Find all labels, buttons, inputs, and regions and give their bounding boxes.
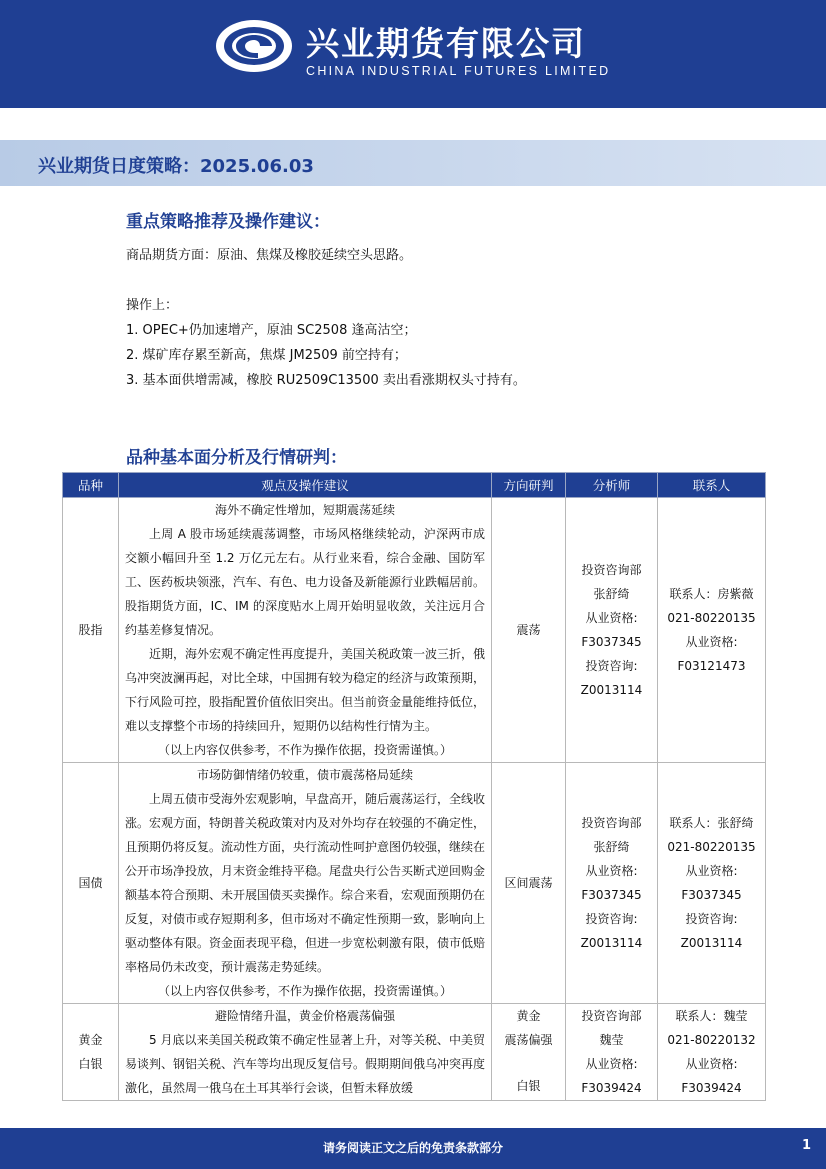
variety-line: 白银 bbox=[78, 1057, 103, 1071]
analyst-line: 投资咨询: bbox=[585, 912, 638, 926]
col-header-contact: 联系人 bbox=[658, 473, 766, 498]
table-row bbox=[63, 498, 766, 763]
ops-item-3: 3. 基本面供增需减，橡胶 RU2509C13500 卖出看涨期权头寸持有。 bbox=[126, 373, 526, 388]
report-title: 兴业期货日度策略：2025.06.03 bbox=[38, 156, 314, 177]
table-row bbox=[63, 1004, 766, 1101]
analyst-line: 投资咨询部 bbox=[581, 816, 642, 830]
analyst-line: Z0013114 bbox=[580, 936, 643, 950]
analyst-cell bbox=[566, 763, 658, 1004]
company-name-cn: 兴业期货有限公司 bbox=[306, 24, 586, 63]
col-header-view: 观点及操作建议 bbox=[119, 473, 492, 498]
page-footer bbox=[0, 1128, 826, 1169]
direction-cell bbox=[492, 1004, 566, 1101]
contact-line: 从业资格: bbox=[685, 635, 738, 649]
analyst-line: 从业资格: bbox=[585, 864, 638, 878]
analyst-line: 魏莹 bbox=[599, 1033, 624, 1047]
analyst-line: 投资咨询: bbox=[585, 659, 638, 673]
analyst-line: F3037345 bbox=[581, 888, 642, 902]
contact-line: 联系人：魏莹 bbox=[675, 1009, 748, 1023]
strategy-summary: 商品期货方面：原油、焦煤及橡胶延续空头思路。 bbox=[126, 248, 413, 263]
analyst-line: 投资咨询部 bbox=[581, 563, 642, 577]
ops-label: 操作上： bbox=[126, 298, 179, 313]
view-paragraph: 5 月底以来美国关税政策不确定性显著上升，对等关税、中美贸易谈判、钢铝关税、汽车等均出现反复信号。假期期间俄乌冲突再度激化，虽然周一俄乌在土耳其举行会谈，但暂未释放缓 bbox=[125, 1033, 486, 1095]
analysis-heading: 品种基本面分析及行情研判： bbox=[126, 448, 347, 468]
company-logo-icon bbox=[214, 18, 294, 74]
contact-line: 021-80220135 bbox=[667, 840, 756, 854]
analyst-line: 张舒绮 bbox=[593, 587, 630, 601]
analyst-line: Z0013114 bbox=[580, 683, 643, 697]
analyst-line: 从业资格: bbox=[585, 611, 638, 625]
view-cell bbox=[119, 498, 492, 763]
disclaimer-link[interactable]: 请务阅读正文之后的免责条款部分 bbox=[322, 1141, 503, 1155]
view-title: 海外不确定性增加，短期震荡延续 bbox=[214, 503, 395, 517]
analyst-line: 张舒绮 bbox=[593, 840, 630, 854]
contact-line: F03121473 bbox=[677, 659, 746, 673]
direction-cell: 区间震荡 bbox=[492, 763, 566, 1004]
analyst-line: 投资咨询部 bbox=[581, 1009, 642, 1023]
view-paragraph: 上周 A 股市场延续震荡调整，市场风格继续轮动，沪深两市成交额小幅回升至 1.2 万亿元左右。从行业来看，综合金融、国防军工、医药板块领涨，汽车、有色、电力设备及新能源行业跌幅居前。股指期货方面，IC、IM 的深度贴水上周开始明显收敛，关注远月合约基差修复情况。 bbox=[125, 527, 486, 637]
contact-line: F3039424 bbox=[681, 1081, 742, 1095]
direction-line: 震荡偏强 bbox=[504, 1033, 553, 1047]
analyst-cell bbox=[566, 498, 658, 763]
view-disclaimer: （以上内容仅供参考，不作为操作依据，投资需谨慎。） bbox=[157, 984, 452, 998]
contact-line: 联系人：张舒绮 bbox=[669, 816, 754, 830]
title-band bbox=[0, 140, 826, 186]
page-header bbox=[0, 0, 826, 108]
view-paragraph: 近期，海外宏观不确定性再度提升，美国关税政策一波三折，俄乌冲突波澜再起，对比全球，中国拥有较为稳定的经济与政策预期，下行风险可控，股指配置价值依旧突出。但当前资金量能维持低位，难以支撑整个市场的持续回升，短期仍以结构性行情为主。 bbox=[125, 647, 486, 733]
col-header-analyst: 分析师 bbox=[566, 473, 658, 498]
direction-cell: 震荡 bbox=[492, 498, 566, 763]
company-name-en: CHINA INDUSTRIAL FUTURES LIMITED bbox=[306, 64, 611, 78]
contact-cell bbox=[658, 498, 766, 763]
contact-line: 联系人：房紫薇 bbox=[669, 587, 754, 601]
ops-item-1: 1. OPEC+仍加速增产，原油 SC2508 逢高沽空； bbox=[126, 323, 417, 338]
table-header-row bbox=[63, 473, 766, 498]
view-title: 避险情绪升温，黄金价格震荡偏强 bbox=[214, 1009, 395, 1023]
contact-cell bbox=[658, 1004, 766, 1101]
analyst-line: 从业资格: bbox=[585, 1057, 638, 1071]
variety-cell bbox=[63, 1004, 119, 1101]
view-paragraph: 上周五债市受海外宏观影响，早盘高开，随后震荡运行，全线收涨。宏观方面，特朗普关税政策对内及对外均存在较强的不确定性，且预期仍将反复。流动性方面，央行流动性呵护意图仍较强，继续在公开市场净投放，月末资金维持平稳。尾盘央行公告买断式逆回购金额基本符合预期、未开展国债买卖操作。综合来看，宏观面预期仍在反复，对债市或存短期利多，但市场对不确定性预期一致，影响向上驱动整体有限。资金面表现平稳，但进一步宽松刺激有限，债市低赔率格局仍未改变，预计震荡走势延续。 bbox=[125, 792, 486, 974]
contact-line: 021-80220132 bbox=[667, 1033, 756, 1047]
contact-line: 投资咨询: bbox=[685, 912, 738, 926]
variety-line: 黄金 bbox=[78, 1033, 103, 1047]
contact-line: 从业资格: bbox=[685, 1057, 738, 1071]
contact-line: 从业资格: bbox=[685, 864, 738, 878]
contact-line: F3037345 bbox=[681, 888, 742, 902]
analyst-line: F3039424 bbox=[581, 1081, 642, 1095]
contact-cell bbox=[658, 763, 766, 1004]
ops-item-2: 2. 煤矿库存累至新高，焦煤 JM2509 前空持有； bbox=[126, 348, 407, 363]
analyst-cell bbox=[566, 1004, 658, 1101]
strategy-heading: 重点策略推荐及操作建议： bbox=[126, 212, 330, 232]
page-number: 1 bbox=[802, 1138, 812, 1153]
view-cell bbox=[119, 763, 492, 1004]
analysis-table bbox=[62, 472, 766, 1101]
col-header-direction: 方向研判 bbox=[492, 473, 566, 498]
direction-line: 黄金 bbox=[516, 1009, 541, 1023]
contact-line: Z0013114 bbox=[680, 936, 743, 950]
direction-line: 白银 bbox=[516, 1079, 541, 1093]
analyst-line: F3037345 bbox=[581, 635, 642, 649]
variety-cell: 股指 bbox=[63, 498, 119, 763]
view-title: 市场防御情绪仍较重，债市震荡格局延续 bbox=[196, 768, 413, 782]
view-cell bbox=[119, 1004, 492, 1101]
contact-line: 021-80220135 bbox=[667, 611, 756, 625]
variety-cell: 国债 bbox=[63, 763, 119, 1004]
view-disclaimer: （以上内容仅供参考，不作为操作依据，投资需谨慎。） bbox=[157, 743, 452, 757]
col-header-variety: 品种 bbox=[63, 473, 119, 498]
table-row bbox=[63, 763, 766, 1004]
